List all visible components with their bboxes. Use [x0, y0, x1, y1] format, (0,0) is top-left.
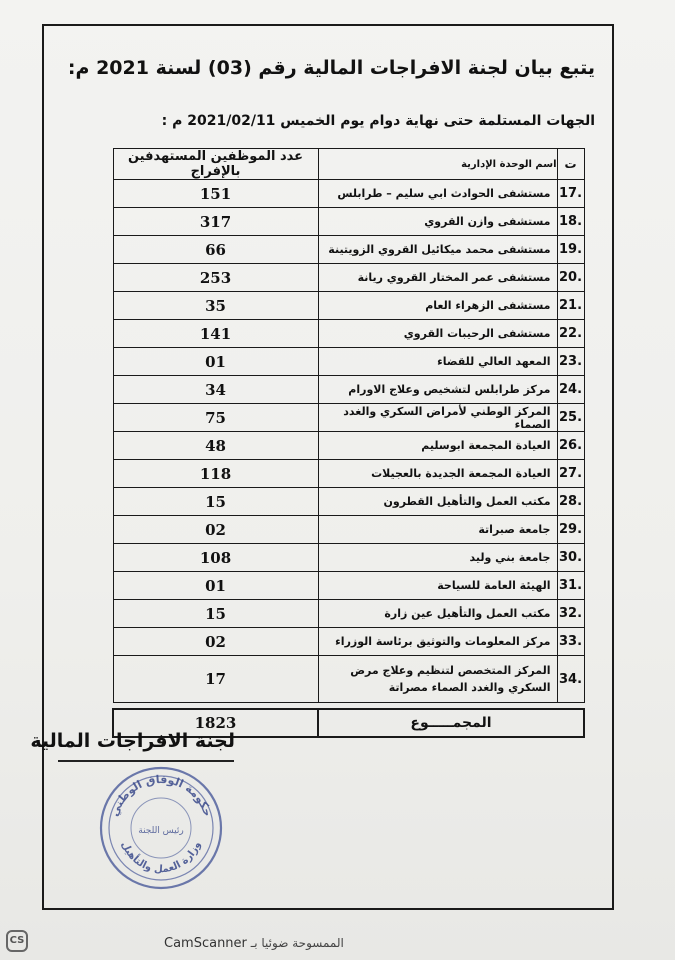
- total-label: المجمـــــوع: [318, 709, 584, 737]
- row-num: 27.: [557, 460, 584, 488]
- row-count: 317: [113, 208, 318, 236]
- row-unit-name: العيادة المجمعة ابوسليم: [318, 432, 557, 460]
- row-count: 253: [113, 264, 318, 292]
- row-num: 29.: [557, 516, 584, 544]
- row-num: 19.: [557, 236, 584, 264]
- table-row: [113, 544, 584, 572]
- row-num: 24.: [557, 376, 584, 404]
- row-unit-name-line1: المركز المتخصص لتنظيم وعلاج مرض: [350, 664, 551, 677]
- beneficiaries-table: [112, 148, 585, 738]
- table-row: [113, 348, 584, 376]
- signature-underline: [58, 760, 234, 762]
- row-unit-name: مستشفى محمد ميكائيل القروي الزويتينة: [318, 236, 557, 264]
- row-num: 32.: [557, 600, 584, 628]
- row-num: 31.: [557, 572, 584, 600]
- row-num: 22.: [557, 320, 584, 348]
- scanner-caption: الممسوحة ضوئيا بـ: [250, 936, 344, 950]
- row-unit-name: مكتب العمل والتأهيل عين زارة: [318, 600, 557, 628]
- row-unit-name: مستشفى الزهراء العام: [318, 292, 557, 320]
- table-header-row: [113, 149, 584, 180]
- table-row: [113, 236, 584, 264]
- document-title: يتبع بيان لجنة الافراجات المالية رقم (03) لسنة 2021 م:: [67, 57, 595, 79]
- table-row: [113, 376, 584, 404]
- table-row: [113, 292, 584, 320]
- row-unit-name: المركز الوطني لأمراض السكري والغدد الصماء: [318, 404, 557, 432]
- row-count: 02: [113, 516, 318, 544]
- row-count: 75: [113, 404, 318, 432]
- row-unit-name: مستشفى الحوادث ابي سليم – طرابلس: [318, 180, 557, 208]
- row-count: 118: [113, 460, 318, 488]
- table-row: [113, 264, 584, 292]
- scanner-brand: CamScanner: [164, 936, 247, 951]
- header-num: ت: [557, 149, 584, 180]
- committee-signature: لجنة الافراجات المالية: [30, 730, 235, 752]
- row-num: 20.: [557, 264, 584, 292]
- header-unit-name: اسم الوحدة الإدارية: [318, 149, 557, 180]
- table-row: [113, 628, 584, 656]
- row-num: 25.: [557, 404, 584, 432]
- row-unit-name: مركز طرابلس لتشخيص وعلاج الاورام: [318, 376, 557, 404]
- row-unit-name: [318, 656, 557, 703]
- row-unit-name: مكتب العمل والتأهيل القطرون: [318, 488, 557, 516]
- camscanner-logo-icon: CS: [6, 930, 28, 952]
- table-row: [113, 572, 584, 600]
- row-count: 01: [113, 348, 318, 376]
- row-num: 17.: [557, 180, 584, 208]
- row-unit-name: المعهد العالي للقضاء: [318, 348, 557, 376]
- row-num: 30.: [557, 544, 584, 572]
- row-num: 21.: [557, 292, 584, 320]
- table-row: [113, 600, 584, 628]
- row-num: 18.: [557, 208, 584, 236]
- scanner-watermark: [164, 936, 344, 951]
- row-count: 01: [113, 572, 318, 600]
- table-row: [113, 656, 584, 703]
- row-unit-name: مستشفى الرحيبات القروي: [318, 320, 557, 348]
- row-unit-name: جامعة صبراتة: [318, 516, 557, 544]
- table-row: [113, 460, 584, 488]
- table-row: [113, 432, 584, 460]
- table-row: [113, 516, 584, 544]
- row-count: 108: [113, 544, 318, 572]
- row-unit-name-line2: السكري والغدد الصماء مصراتة: [388, 681, 551, 694]
- total-value: 1823: [113, 709, 318, 737]
- row-num: 28.: [557, 488, 584, 516]
- row-unit-name: جامعة بني وليد: [318, 544, 557, 572]
- official-stamp: [98, 765, 224, 891]
- row-num: 34.: [557, 656, 584, 703]
- header-employee-count: عدد الموظفين المستهدفين بالإفراج: [113, 149, 318, 180]
- row-unit-name: العيادة المجمعة الجديدة بالعجيلات: [318, 460, 557, 488]
- table-row: [113, 320, 584, 348]
- row-num: 26.: [557, 432, 584, 460]
- row-unit-name: مركز المعلومات والتوثيق برئاسة الوزراء: [318, 628, 557, 656]
- row-count: 66: [113, 236, 318, 264]
- row-num: 23.: [557, 348, 584, 376]
- row-count: 02: [113, 628, 318, 656]
- document-subtitle: الجهات المستلمة حتى نهاية دوام يوم الخميس 2021/02/11 م :: [161, 113, 595, 129]
- table-row: [113, 208, 584, 236]
- stamp-inner-text: رئيس اللجنة: [138, 826, 184, 836]
- row-unit-name: مستشفى عمر المختار القروي ريانة: [318, 264, 557, 292]
- row-count: 141: [113, 320, 318, 348]
- row-unit-name: مستشفى وازن القروي: [318, 208, 557, 236]
- stamp-bottom-text: وزارة العمل والتأهيل: [118, 840, 204, 876]
- table-row: [113, 488, 584, 516]
- row-num: 33.: [557, 628, 584, 656]
- row-unit-name: الهيئة العامة للسياحة: [318, 572, 557, 600]
- row-count: 17: [113, 656, 318, 703]
- row-count: 151: [113, 180, 318, 208]
- row-count: 48: [113, 432, 318, 460]
- stamp-outer-text: حكومة الوفاق الوطني: [107, 772, 215, 819]
- row-count: 35: [113, 292, 318, 320]
- table-row: [113, 180, 584, 208]
- row-count: 15: [113, 600, 318, 628]
- row-count: 15: [113, 488, 318, 516]
- row-count: 34: [113, 376, 318, 404]
- table-row: [113, 404, 584, 432]
